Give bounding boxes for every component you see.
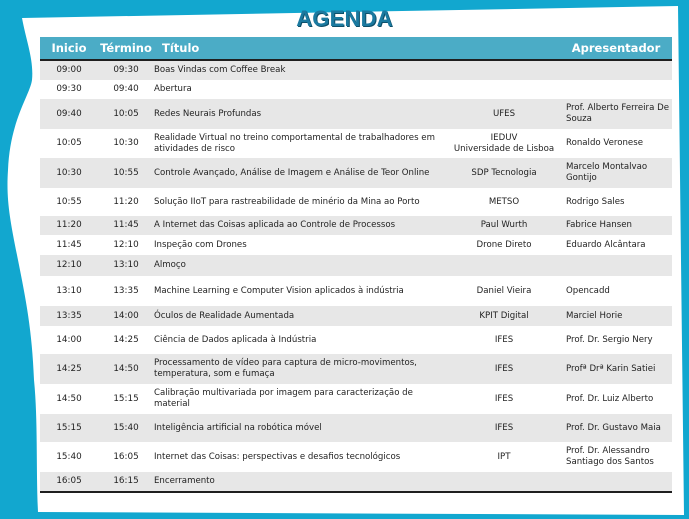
cell-presenter: Marcelo Montalvao Gontijo: [566, 162, 648, 183]
cell-start: 09:40: [56, 108, 82, 119]
cell-presenter: Profª Drª Karin Satiei: [566, 363, 656, 374]
cell-presenter: Marciel Horie: [566, 310, 623, 321]
cell-title: Redes Neurais Profundas: [154, 108, 262, 119]
cell-presenter: Prof. Dr. Gustavo Maia: [566, 422, 661, 433]
cell-end: 09:40: [113, 84, 139, 95]
cell-title: Encerramento: [154, 476, 215, 487]
cell-end: 13:10: [113, 260, 139, 271]
table-row: [40, 80, 672, 99]
cell-org: Daniel Vieira: [476, 285, 532, 296]
cell-org: IPT: [497, 451, 511, 462]
cell-presenter: Ronaldo Veronese: [566, 138, 643, 149]
cell-start: 09:00: [56, 65, 82, 76]
cell-end: 14:50: [113, 363, 139, 374]
cell-start: 10:30: [56, 167, 82, 178]
cell-start: 10:05: [56, 138, 82, 149]
cell-start: 10:55: [56, 196, 82, 207]
table-row: [40, 255, 672, 276]
cell-title: Inspeção com Drones: [154, 239, 247, 250]
cell-end: 14:00: [113, 310, 139, 321]
cell-start: 13:10: [56, 285, 82, 296]
header-start: Inicio: [51, 41, 87, 55]
cell-end: 16:05: [113, 451, 139, 462]
table-row: [40, 235, 672, 255]
cell-start: 15:40: [56, 451, 82, 462]
cell-title: Abertura: [154, 84, 192, 95]
agenda-table: [40, 37, 672, 493]
table-row: [40, 354, 672, 384]
cell-start: 16:05: [56, 476, 82, 487]
cell-title: Realidade Virtual no treino comportamental de trabalhadores em atividades de risco: [154, 132, 435, 154]
cell-org: SDP Tecnologia: [471, 167, 537, 178]
table-row: [40, 442, 672, 472]
cell-start: 14:50: [56, 393, 82, 404]
table-row: [40, 216, 672, 235]
table-row: [40, 472, 672, 491]
cell-end: 11:20: [113, 196, 139, 207]
table-row: [40, 158, 672, 188]
cell-start: 11:45: [56, 239, 82, 250]
table-row: [40, 276, 672, 306]
header-title: Título: [162, 41, 200, 55]
table-row: [40, 129, 672, 158]
cell-title: Machine Learning e Computer Vision aplicados à indústria: [154, 285, 404, 296]
cell-presenter: Opencadd: [566, 285, 610, 296]
cell-org: IFES: [494, 393, 514, 404]
cell-title: Internet das Coisas: perspectivas e desafios tecnológicos: [154, 451, 401, 462]
table-row: [40, 61, 672, 80]
cell-org: Drone Direto: [476, 239, 532, 250]
cell-presenter: Prof. Dr. Sergio Nery: [566, 334, 653, 345]
table-row: [40, 414, 672, 442]
cell-title: Almoço: [154, 260, 186, 271]
cell-start: 14:00: [56, 334, 82, 345]
cell-org: IFES: [494, 363, 514, 374]
header-presenter: Apresentador: [571, 41, 661, 55]
table-row: [40, 99, 672, 129]
cell-start: 09:30: [56, 84, 82, 95]
cell-title: Ciência de Dados aplicada à Indústria: [154, 334, 317, 345]
cell-title: A Internet das Coisas aplicada ao Controle de Processos: [154, 220, 396, 231]
cell-end: 15:40: [113, 422, 139, 433]
cell-title: Processamento de vídeo para captura de micro-movimentos, temperatura, som e fumaça: [154, 358, 417, 379]
cell-end: 12:10: [113, 239, 139, 250]
cell-presenter: Rodrigo Sales: [566, 196, 625, 207]
table-body: [40, 61, 672, 493]
cell-org: IFES: [494, 422, 514, 433]
cell-end: 13:35: [113, 285, 139, 296]
cell-org: Paul Wurth: [480, 220, 528, 231]
cell-org: UFES: [492, 108, 516, 119]
table-header: [40, 37, 672, 61]
cell-end: 10:55: [113, 167, 139, 178]
cell-end: 16:15: [113, 476, 139, 487]
cell-org: IFES: [494, 334, 514, 345]
cell-end: 10:05: [113, 108, 139, 119]
cell-presenter: Fabrice Hansen: [566, 220, 632, 231]
cell-title: Inteligência artificial na robótica móvel: [154, 422, 322, 433]
cell-end: 14:25: [113, 334, 139, 345]
cell-end: 15:15: [113, 393, 139, 404]
cell-org: METSO: [488, 196, 520, 207]
cell-title: Calibração multivariada por imagem para caracterização de material: [154, 388, 413, 409]
table-row: [40, 384, 672, 414]
cell-end: 09:30: [113, 65, 139, 76]
cell-title: Solução IIoT para rastreabilidade de minério da Mina ao Porto: [154, 196, 420, 207]
cell-end: 11:45: [113, 220, 139, 231]
cell-presenter: Eduardo Alcântara: [566, 239, 646, 250]
cell-end: 10:30: [113, 138, 139, 149]
cell-start: 11:20: [56, 220, 82, 231]
cell-presenter: Prof. Dr. Alessandro Santiago dos Santos: [566, 446, 654, 467]
cell-org: IEDUV Universidade de Lisboa: [453, 132, 555, 154]
cell-title: Controle Avançado, Análise de Imagem e Análise de Teor Online: [154, 167, 430, 178]
cell-start: 13:35: [56, 310, 82, 321]
cell-title: Boas Vindas com Coffee Break: [154, 65, 286, 76]
cell-presenter: Prof. Alberto Ferreira De Souza: [566, 103, 669, 124]
agenda-title: AGENDA: [296, 6, 393, 31]
cell-start: 15:15: [56, 422, 82, 433]
cell-title: Óculos de Realidade Aumentada: [154, 310, 295, 321]
cell-start: 12:10: [56, 260, 82, 271]
table-row: [40, 306, 672, 326]
table-row: [40, 326, 672, 354]
cell-org: KPIT Digital: [479, 310, 529, 321]
cell-presenter: Prof. Dr. Luiz Alberto: [566, 393, 654, 404]
header-end: Término: [100, 41, 152, 55]
table-row: [40, 188, 672, 216]
cell-start: 14:25: [56, 363, 82, 374]
